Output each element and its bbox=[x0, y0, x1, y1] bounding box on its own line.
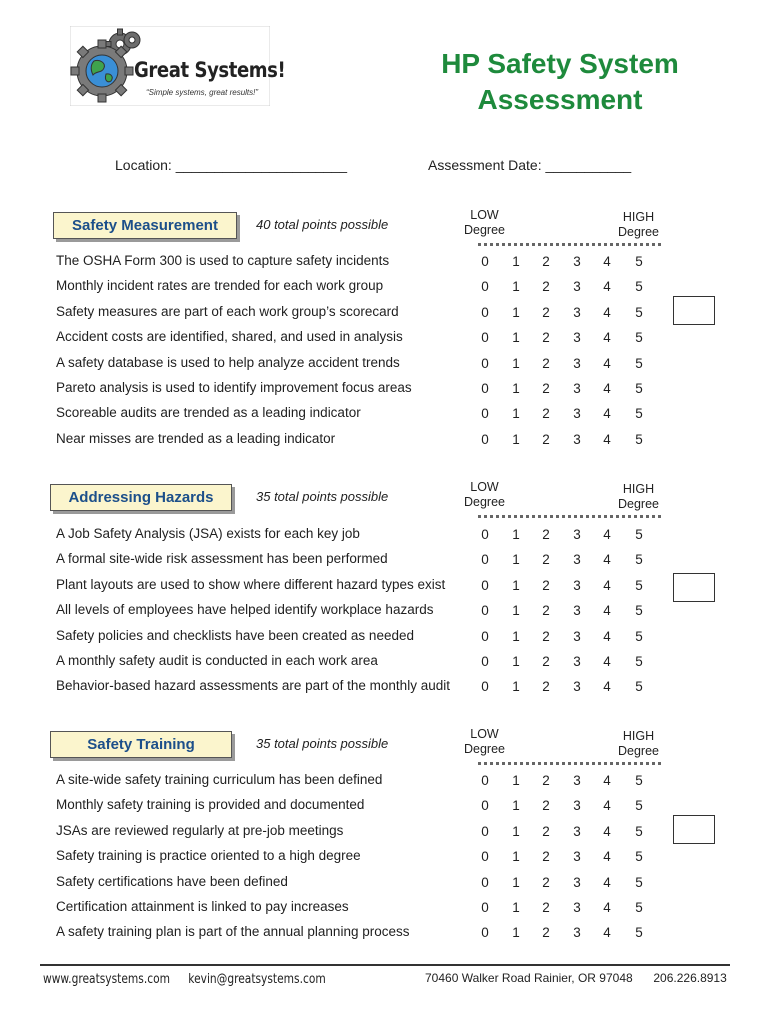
footer-address-phone bbox=[425, 971, 727, 985]
assessment-statement: Pareto analysis is used to identify improvement focus areas bbox=[56, 380, 412, 395]
rating-option-4[interactable]: 4 bbox=[603, 254, 611, 269]
footer-address: 70460 Walker Road Rainier, OR 97048 bbox=[425, 971, 633, 985]
assessment-statement: A monthly safety audit is conducted in each work area bbox=[56, 653, 378, 668]
rating-option-1[interactable]: 1 bbox=[512, 254, 520, 269]
rating-option-1[interactable]: 1 bbox=[512, 823, 520, 839]
rating-option-3[interactable]: 3 bbox=[573, 304, 581, 320]
rating-option-2[interactable]: 2 bbox=[542, 355, 550, 371]
assessment-row bbox=[56, 431, 706, 453]
rating-option-5[interactable]: 5 bbox=[635, 279, 643, 295]
rating-option-1[interactable]: 1 bbox=[512, 577, 520, 593]
scale-degree-text: Degree bbox=[464, 223, 505, 237]
assessment-row bbox=[56, 380, 706, 402]
rating-option-1[interactable]: 1 bbox=[512, 279, 520, 295]
assessment-statement: Safety training is practice oriented to a high degree bbox=[56, 848, 361, 864]
scale-dotted-line bbox=[478, 243, 661, 246]
section-header-2: Safety Training bbox=[50, 731, 232, 758]
rating-option-5[interactable]: 5 bbox=[635, 925, 643, 941]
rating-option-5[interactable]: 5 bbox=[635, 679, 643, 695]
rating-option-1[interactable]: 1 bbox=[512, 654, 520, 669]
rating-option-5[interactable]: 5 bbox=[635, 431, 643, 447]
rating-option-3[interactable]: 3 bbox=[573, 577, 581, 593]
scale-dotted-line bbox=[478, 762, 661, 765]
rating-option-1[interactable]: 1 bbox=[512, 527, 520, 542]
assessment-row bbox=[56, 924, 706, 946]
rating-option-0[interactable]: 0 bbox=[481, 304, 489, 320]
rating-option-2[interactable]: 2 bbox=[542, 279, 550, 295]
assessment-row bbox=[56, 772, 706, 794]
rating-option-2[interactable]: 2 bbox=[542, 773, 550, 788]
rating-option-3[interactable]: 3 bbox=[573, 406, 581, 422]
rating-option-2[interactable]: 2 bbox=[542, 628, 550, 644]
scale-low-label bbox=[464, 208, 505, 238]
rating-option-1[interactable]: 1 bbox=[512, 798, 520, 814]
rating-option-0[interactable]: 0 bbox=[481, 874, 489, 890]
scale-degree-text: Degree bbox=[618, 225, 659, 239]
assessment-row bbox=[56, 602, 706, 624]
scale-degree-text: Degree bbox=[464, 742, 505, 756]
assessment-statement: All levels of employees have helped identify workplace hazards bbox=[56, 602, 434, 618]
rating-option-3[interactable]: 3 bbox=[573, 381, 581, 396]
rating-option-1[interactable]: 1 bbox=[512, 773, 520, 788]
assessment-row bbox=[56, 797, 706, 819]
rating-option-0[interactable]: 0 bbox=[481, 431, 489, 447]
rating-option-2[interactable]: 2 bbox=[542, 527, 550, 542]
assessment-row bbox=[56, 329, 706, 351]
rating-option-5[interactable]: 5 bbox=[635, 628, 643, 644]
rating-option-1[interactable]: 1 bbox=[512, 628, 520, 644]
rating-option-5[interactable]: 5 bbox=[635, 304, 643, 320]
rating-option-1[interactable]: 1 bbox=[512, 900, 520, 915]
scale-low-text: LOW bbox=[470, 208, 499, 222]
rating-option-2[interactable]: 2 bbox=[542, 679, 550, 695]
assessment-statement: Certification attainment is linked to pay increases bbox=[56, 899, 349, 914]
assessment-date-field[interactable]: Assessment Date: ___________ bbox=[428, 157, 632, 173]
assessment-row bbox=[56, 304, 706, 326]
assessment-statement: Behavior-based hazard assessments are part of the monthly audit bbox=[56, 678, 450, 694]
assessment-statement: Safety policies and checklists have been created as needed bbox=[56, 627, 414, 643]
assessment-row bbox=[56, 653, 706, 675]
rating-option-5[interactable]: 5 bbox=[635, 874, 643, 890]
rating-option-3[interactable]: 3 bbox=[573, 900, 581, 915]
assessment-row bbox=[56, 899, 706, 921]
rating-option-2[interactable]: 2 bbox=[542, 603, 550, 619]
rating-option-0[interactable]: 0 bbox=[481, 628, 489, 644]
rating-option-3[interactable]: 3 bbox=[573, 527, 581, 542]
rating-option-2[interactable]: 2 bbox=[542, 552, 550, 568]
rating-option-1[interactable]: 1 bbox=[512, 552, 520, 568]
assessment-statement: A safety training plan is part of the annual planning process bbox=[56, 924, 410, 940]
assessment-row bbox=[56, 253, 706, 275]
rating-option-2[interactable]: 2 bbox=[542, 925, 550, 941]
assessment-row bbox=[56, 355, 706, 377]
rating-option-4[interactable]: 4 bbox=[603, 381, 611, 396]
assessment-statement: Accident costs are identified, shared, and used in analysis bbox=[56, 329, 403, 345]
assessment-row bbox=[56, 874, 706, 896]
rating-option-5[interactable]: 5 bbox=[635, 330, 643, 346]
assessment-row bbox=[56, 551, 706, 573]
scale-dotted-line bbox=[478, 515, 661, 518]
assessment-statement: JSAs are reviewed regularly at pre-job meetings bbox=[56, 822, 344, 838]
rating-option-0[interactable]: 0 bbox=[481, 527, 489, 542]
assessment-statement: Safety measures are part of each work group’s scorecard bbox=[56, 303, 399, 319]
rating-option-4[interactable]: 4 bbox=[603, 431, 611, 447]
rating-option-4[interactable]: 4 bbox=[603, 355, 611, 371]
rating-option-5[interactable]: 5 bbox=[635, 823, 643, 839]
page-title-line-1: HP Safety System bbox=[441, 48, 679, 79]
rating-option-1[interactable]: 1 bbox=[512, 381, 520, 396]
section-header-0: Safety Measurement bbox=[53, 212, 237, 239]
rating-option-5[interactable]: 5 bbox=[635, 798, 643, 814]
rating-option-3[interactable]: 3 bbox=[573, 823, 581, 839]
rating-option-4[interactable]: 4 bbox=[603, 773, 611, 788]
footer-divider bbox=[40, 964, 730, 966]
assessment-row bbox=[56, 278, 706, 300]
rating-option-1[interactable]: 1 bbox=[512, 406, 520, 422]
rating-option-5[interactable]: 5 bbox=[635, 900, 643, 915]
rating-option-2[interactable]: 2 bbox=[542, 900, 550, 915]
rating-option-2[interactable]: 2 bbox=[542, 381, 550, 396]
rating-option-2[interactable]: 2 bbox=[542, 431, 550, 447]
rating-option-4[interactable]: 4 bbox=[603, 304, 611, 320]
rating-option-0[interactable]: 0 bbox=[481, 254, 489, 269]
rating-option-3[interactable]: 3 bbox=[573, 679, 581, 695]
rating-option-0[interactable]: 0 bbox=[481, 925, 489, 941]
scale-high-text: HIGH bbox=[622, 482, 655, 496]
rating-option-2[interactable]: 2 bbox=[542, 798, 550, 814]
scale-high-label bbox=[618, 729, 659, 759]
rating-option-4[interactable]: 4 bbox=[603, 628, 611, 644]
rating-option-5[interactable]: 5 bbox=[635, 603, 643, 619]
rating-option-0[interactable]: 0 bbox=[481, 577, 489, 593]
rating-option-2[interactable]: 2 bbox=[542, 577, 550, 593]
rating-option-3[interactable]: 3 bbox=[573, 279, 581, 295]
rating-option-4[interactable]: 4 bbox=[603, 823, 611, 839]
rating-option-1[interactable]: 1 bbox=[512, 679, 520, 695]
rating-option-1[interactable]: 1 bbox=[512, 603, 520, 619]
scale-high-label bbox=[618, 482, 659, 512]
rating-option-5[interactable]: 5 bbox=[635, 381, 643, 396]
page-title bbox=[400, 46, 720, 118]
section-points-2: 35 total points possible bbox=[256, 736, 389, 751]
rating-option-3[interactable]: 3 bbox=[573, 798, 581, 814]
rating-option-2[interactable]: 2 bbox=[542, 654, 550, 669]
assessment-statement: The OSHA Form 300 is used to capture safety incidents bbox=[56, 253, 390, 268]
brand-tagline: “Simple systems, great results!” bbox=[146, 88, 259, 97]
assessment-row bbox=[56, 823, 706, 845]
section-header-1: Addressing Hazards bbox=[50, 484, 232, 511]
rating-option-3[interactable]: 3 bbox=[573, 773, 581, 788]
rating-option-4[interactable]: 4 bbox=[603, 654, 611, 669]
rating-option-5[interactable]: 5 bbox=[635, 849, 643, 865]
rating-option-3[interactable]: 3 bbox=[573, 254, 581, 269]
scale-low-label bbox=[464, 727, 505, 757]
scale-high-label bbox=[618, 210, 659, 240]
rating-option-3[interactable]: 3 bbox=[573, 552, 581, 568]
assessment-statement: Scoreable audits are trended as a leading indicator bbox=[56, 405, 361, 421]
rating-option-4[interactable]: 4 bbox=[603, 330, 611, 346]
assessment-statement: A safety database is used to help analyze accident trends bbox=[56, 354, 400, 370]
rating-option-0[interactable]: 0 bbox=[481, 900, 489, 915]
rating-option-1[interactable]: 1 bbox=[512, 874, 520, 890]
assessment-row bbox=[56, 526, 706, 548]
assessment-statement: Safety certifications have been defined bbox=[56, 873, 288, 889]
rating-option-1[interactable]: 1 bbox=[512, 849, 520, 865]
rating-option-1[interactable]: 1 bbox=[512, 925, 520, 941]
rating-option-3[interactable]: 3 bbox=[573, 654, 581, 669]
brand-name: Great Systems! bbox=[134, 58, 286, 82]
location-field[interactable]: Location: ______________________ bbox=[115, 157, 348, 173]
rating-option-5[interactable]: 5 bbox=[635, 254, 643, 269]
assessment-statement: A Job Safety Analysis (JSA) exists for each key job bbox=[56, 526, 360, 541]
rating-option-5[interactable]: 5 bbox=[635, 773, 643, 788]
assessment-statement: Plant layouts are used to show where different hazard types exist bbox=[56, 576, 446, 592]
footer-website[interactable]: www.greatsystems.com bbox=[43, 972, 171, 987]
assessment-row bbox=[56, 848, 706, 870]
rating-option-0[interactable]: 0 bbox=[481, 603, 489, 619]
rating-option-1[interactable]: 1 bbox=[512, 431, 520, 447]
rating-option-2[interactable]: 2 bbox=[542, 406, 550, 422]
scale-degree-text: Degree bbox=[464, 495, 505, 509]
rating-option-0[interactable]: 0 bbox=[481, 330, 489, 346]
rating-option-3[interactable]: 3 bbox=[573, 849, 581, 865]
rating-option-4[interactable]: 4 bbox=[603, 406, 611, 422]
rating-option-1[interactable]: 1 bbox=[512, 304, 520, 320]
rating-option-4[interactable]: 4 bbox=[603, 925, 611, 941]
rating-option-1[interactable]: 1 bbox=[512, 355, 520, 371]
rating-option-5[interactable]: 5 bbox=[635, 355, 643, 371]
assessment-row bbox=[56, 628, 706, 650]
rating-option-4[interactable]: 4 bbox=[603, 603, 611, 619]
scale-low-label bbox=[464, 480, 505, 510]
rating-option-0[interactable]: 0 bbox=[481, 381, 489, 396]
rating-option-4[interactable]: 4 bbox=[603, 798, 611, 814]
assessment-statement: A site-wide safety training curriculum has been defined bbox=[56, 772, 383, 787]
footer-phone: 206.226.8913 bbox=[653, 971, 727, 985]
rating-option-3[interactable]: 3 bbox=[573, 925, 581, 941]
page-title-line-2: Assessment bbox=[477, 84, 643, 115]
scale-degree-text: Degree bbox=[618, 744, 659, 758]
rating-option-4[interactable]: 4 bbox=[603, 527, 611, 542]
rating-option-2[interactable]: 2 bbox=[542, 849, 550, 865]
scale-high-text: HIGH bbox=[622, 210, 655, 224]
rating-option-5[interactable]: 5 bbox=[635, 577, 643, 593]
section-points-1: 35 total points possible bbox=[256, 489, 389, 504]
rating-option-1[interactable]: 1 bbox=[512, 330, 520, 346]
assessment-statement: Monthly incident rates are trended for each work group bbox=[56, 278, 384, 294]
assessment-row bbox=[56, 405, 706, 427]
rating-option-3[interactable]: 3 bbox=[573, 874, 581, 890]
rating-option-0[interactable]: 0 bbox=[481, 654, 489, 669]
section-score-box-1[interactable] bbox=[673, 573, 715, 602]
scale-high-text: HIGH bbox=[622, 729, 655, 743]
rating-option-4[interactable]: 4 bbox=[603, 679, 611, 695]
scale-low-text: LOW bbox=[470, 727, 499, 741]
rating-option-2[interactable]: 2 bbox=[542, 254, 550, 269]
rating-option-0[interactable]: 0 bbox=[481, 773, 489, 788]
rating-option-2[interactable]: 2 bbox=[542, 304, 550, 320]
rating-option-0[interactable]: 0 bbox=[481, 823, 489, 839]
rating-option-4[interactable]: 4 bbox=[603, 279, 611, 295]
assessment-statement: Monthly safety training is provided and documented bbox=[56, 797, 365, 813]
section-score-box-0[interactable] bbox=[673, 296, 715, 325]
rating-option-3[interactable]: 3 bbox=[573, 628, 581, 644]
rating-option-5[interactable]: 5 bbox=[635, 552, 643, 568]
rating-option-2[interactable]: 2 bbox=[542, 874, 550, 890]
rating-option-3[interactable]: 3 bbox=[573, 603, 581, 619]
rating-option-0[interactable]: 0 bbox=[481, 406, 489, 422]
rating-option-5[interactable]: 5 bbox=[635, 654, 643, 669]
rating-option-0[interactable]: 0 bbox=[481, 679, 489, 695]
section-score-box-2[interactable] bbox=[673, 815, 715, 844]
rating-option-5[interactable]: 5 bbox=[635, 527, 643, 542]
assessment-row bbox=[56, 678, 706, 700]
rating-option-4[interactable]: 4 bbox=[603, 849, 611, 865]
rating-option-0[interactable]: 0 bbox=[481, 798, 489, 814]
footer-contact bbox=[43, 972, 326, 987]
rating-option-2[interactable]: 2 bbox=[542, 823, 550, 839]
rating-option-0[interactable]: 0 bbox=[481, 552, 489, 568]
footer-email[interactable]: kevin@greatsystems.com bbox=[188, 972, 326, 987]
rating-option-4[interactable]: 4 bbox=[603, 900, 611, 915]
rating-option-4[interactable]: 4 bbox=[603, 577, 611, 593]
rating-option-3[interactable]: 3 bbox=[573, 355, 581, 371]
rating-option-0[interactable]: 0 bbox=[481, 849, 489, 865]
rating-option-4[interactable]: 4 bbox=[603, 552, 611, 568]
rating-option-0[interactable]: 0 bbox=[481, 355, 489, 371]
rating-option-0[interactable]: 0 bbox=[481, 279, 489, 295]
scale-degree-text: Degree bbox=[618, 497, 659, 511]
rating-option-5[interactable]: 5 bbox=[635, 406, 643, 422]
scale-low-text: LOW bbox=[470, 480, 499, 494]
assessment-statement: A formal site-wide risk assessment has been performed bbox=[56, 551, 388, 567]
assessment-row bbox=[56, 577, 706, 599]
assessment-statement: Near misses are trended as a leading indicator bbox=[56, 430, 336, 446]
rating-option-2[interactable]: 2 bbox=[542, 330, 550, 346]
rating-option-4[interactable]: 4 bbox=[603, 874, 611, 890]
section-points-0: 40 total points possible bbox=[256, 217, 389, 232]
rating-option-3[interactable]: 3 bbox=[573, 431, 581, 447]
rating-option-3[interactable]: 3 bbox=[573, 330, 581, 346]
